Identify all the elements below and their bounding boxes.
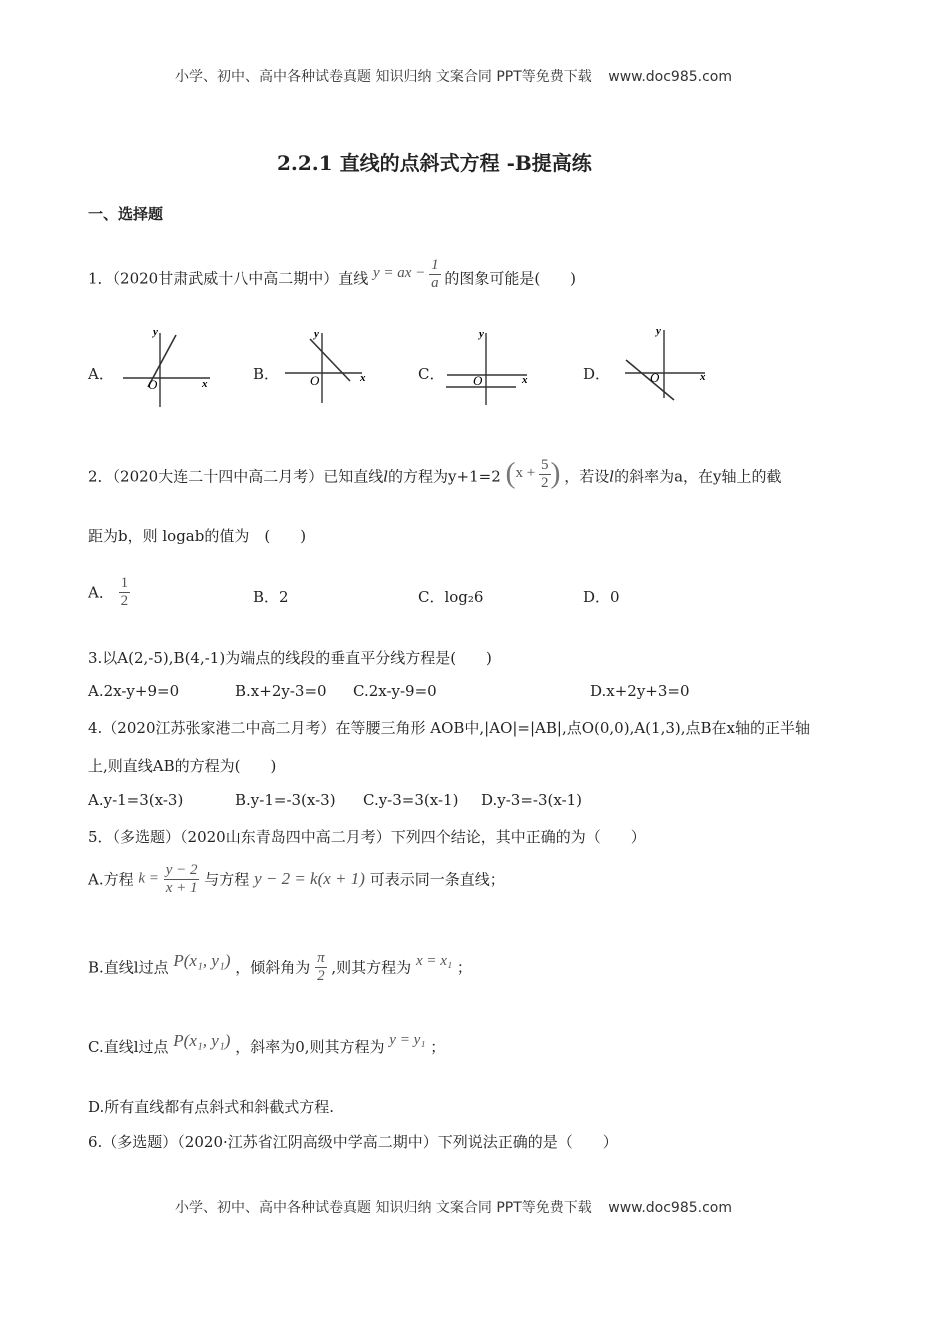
x-label: x xyxy=(700,371,706,383)
question-6-header: 6.（多选题）（2020·江苏省江阴高级中学高二期中）下列说法正确的是（ ） xyxy=(88,1133,618,1151)
section-heading: 一、选择题 xyxy=(88,205,164,223)
q2-option-b[interactable]: B．2 xyxy=(253,588,289,606)
q1-option-d-label[interactable]: D． xyxy=(583,365,611,383)
x-label: x xyxy=(202,378,208,390)
q1-option-a-label[interactable]: A． xyxy=(88,365,114,383)
bottom-banner xyxy=(175,1197,732,1217)
y-label: y xyxy=(314,328,319,340)
question-1-text: 1．（2020甘肃武威十八中高二期中）直线 y = ax − $\frac{1}{a}$ 的图象可能是( ) xyxy=(88,257,577,291)
y-label: y xyxy=(153,326,158,338)
q5-option-a[interactable]: A.方程 k = $\frac{y - 2}{x + 1}$ 与方程 y − 2 = k(x + 1) 可表示同一条直线； xyxy=(88,862,505,896)
q5-option-c[interactable]: C.直线l过点 P(x₁, y₁) ，斜率为0,则其方程为 y = y₁ ； xyxy=(88,1030,446,1056)
q5-option-d[interactable]: D.所有直线都有点斜式和斜截式方程. xyxy=(88,1098,335,1116)
question-4-line1: 4.（2020江苏张家港二中高二月考）在等腰三角形 AOB中,|AO|=|AB|,点O(0,0),A(1,3),点B在x轴的正半轴 xyxy=(88,719,810,737)
origin-label: O xyxy=(310,373,320,388)
origin-label: O xyxy=(473,373,483,388)
q3-option-c[interactable]: C.2x-y-9=0 xyxy=(353,682,437,700)
q2-option-a[interactable]: A． $\frac{1}{2}$ xyxy=(88,575,129,609)
banner-text: 小学、初中、高中各种试卷真题 知识归纳 文案合同 PPT等免费下载 xyxy=(175,69,592,85)
origin-label: O xyxy=(650,370,660,385)
x-label: x xyxy=(360,372,366,384)
question-2-line2: 距为b，则 logab的值为 ( ) xyxy=(88,527,307,545)
q4-option-c[interactable]: C.y-3=3(x-1) xyxy=(363,791,459,809)
top-banner xyxy=(175,66,732,86)
q3-option-d[interactable]: D.x+2y+3=0 xyxy=(590,682,690,700)
q1-option-b-label[interactable]: B． xyxy=(253,365,280,383)
q1-equation: y = ax − $\frac{1}{a}$ xyxy=(373,257,439,291)
page-title: 2.2.1 直线的点斜式方程 -B提高练 xyxy=(277,151,592,175)
q1-graph-a[interactable] xyxy=(118,325,218,410)
y-label: y xyxy=(479,328,484,340)
y-label: y xyxy=(656,325,661,337)
q4-option-a[interactable]: A.y-1=3(x-3) xyxy=(88,791,184,809)
question-2-text: 2．（2020大连二十四中高二月考）已知直线l的方程为y+1=2 (x + $\frac{5}{2}$ ) ，若设l的斜率为a，在y轴上的截 xyxy=(88,457,782,491)
banner-url[interactable]: www.doc985.com xyxy=(608,69,732,85)
q3-option-b[interactable]: B.x+2y-3=0 xyxy=(235,682,327,700)
q1-option-c-label[interactable]: C． xyxy=(418,365,445,383)
question-3-text: 3.以A(2,-5),B(4,-1)为端点的线段的垂直平分线方程是( ) xyxy=(88,649,492,667)
x-label: x xyxy=(522,374,528,386)
q1-graph-d[interactable] xyxy=(620,320,715,405)
q5-option-b[interactable]: B.直线l过点 P(x₁, y₁) ，倾斜角为 $\frac{\pi}{2}$ ,则其方程为 x = x₁ ； xyxy=(88,950,472,984)
q2-parenthesis-expr: (x + $\frac{5}{2}$ ) xyxy=(505,457,561,491)
q3-option-a[interactable]: A.2x-y+9=0 xyxy=(88,682,180,700)
q1-graph-b[interactable] xyxy=(280,325,375,410)
q2-option-c[interactable]: C．log₂6 xyxy=(418,588,484,606)
question-5-header: 5．（多选题）（2020山东青岛四中高二月考）下列四个结论，其中正确的为（ ） xyxy=(88,828,646,846)
q4-option-d[interactable]: D.y-3=-3(x-1) xyxy=(481,791,583,809)
q4-option-b[interactable]: B.y-1=-3(x-3) xyxy=(235,791,336,809)
question-4-line2: 上,则直线AB的方程为( ) xyxy=(88,757,277,775)
q2-option-d[interactable]: D．0 xyxy=(583,588,620,606)
origin-label: O xyxy=(148,377,158,392)
banner-url[interactable]: www.doc985.com xyxy=(608,1200,732,1216)
q1-graph-c[interactable] xyxy=(442,325,537,410)
banner-text: 小学、初中、高中各种试卷真题 知识归纳 文案合同 PPT等免费下载 xyxy=(175,1200,592,1216)
